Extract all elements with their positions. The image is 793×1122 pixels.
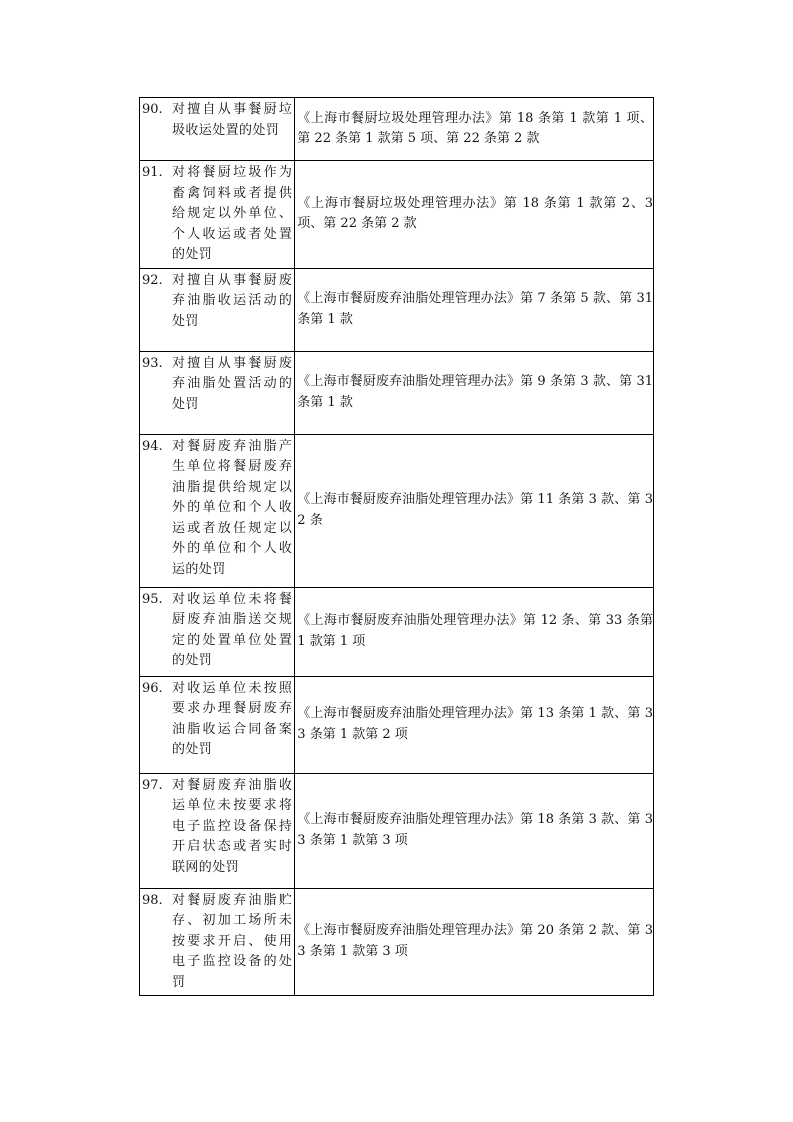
item-cell [140, 888, 295, 996]
table-row [140, 98, 654, 161]
table-row [140, 676, 654, 773]
item-number: 97. [142, 777, 163, 793]
basis-cell [295, 773, 654, 888]
legal-basis: 《上海市餐厨废弃油脂处理管理办法》第 9 条第 3 款、第 31 条第 1 款 [297, 374, 653, 410]
legal-basis: 《上海市餐厨垃圾处理管理办法》第 18 条第 1 款第 1 项、第 22 条第 1 款第 5 项、第 22 条第 2 款 [297, 110, 653, 146]
item-number: 90. [142, 102, 163, 117]
item-cell [140, 587, 295, 676]
table-row [140, 587, 654, 676]
item-number: 92. [142, 272, 163, 288]
legal-basis: 《上海市餐厨废弃油脂处理管理办法》第 20 条第 2 款、第 33 条第 1 款第 3 项 [297, 923, 653, 959]
basis-cell [295, 351, 654, 434]
legal-basis: 《上海市餐厨废弃油脂处理管理办法》第 13 条第 1 款、第 33 条第 1 款第 2 项 [297, 706, 653, 742]
basis-cell [295, 268, 654, 351]
basis-cell [295, 434, 654, 587]
legal-basis: 《上海市餐厨垃圾处理管理办法》第 18 条第 1 款第 2、3 项、第 22 条第 2 款 [297, 195, 653, 232]
item-cell [140, 268, 295, 351]
basis-cell [295, 161, 654, 269]
item-description: 对餐厨废弃油脂产生单位将餐厨废弃油脂提供给规定以外的单位和个人收运或者放任规定以外的单位和个人收运的处罚 [172, 438, 293, 577]
item-cell [140, 434, 295, 587]
item-cell [140, 773, 295, 888]
item-number: 94. [142, 438, 163, 454]
item-number: 95. [142, 591, 163, 607]
table-row [140, 434, 654, 587]
item-cell [140, 351, 295, 434]
table-row [140, 268, 654, 351]
item-number: 91. [142, 165, 163, 180]
basis-cell [295, 676, 654, 773]
item-description: 对擅自从事餐厨垃圾收运处置的处罚 [172, 102, 293, 138]
basis-cell [295, 98, 654, 161]
table-row [140, 161, 654, 269]
item-number: 96. [142, 680, 163, 696]
table-row [140, 888, 654, 996]
penalty-table [139, 97, 654, 996]
item-description: 对收运单位未将餐厨废弃油脂送交规定的处置单位处置的处罚 [172, 591, 293, 668]
item-cell [140, 98, 295, 161]
item-description: 对餐厨废弃油脂贮存、初加工场所未按要求开启、使用电子监控设备的处罚 [172, 892, 293, 990]
item-number: 93. [142, 355, 163, 371]
item-description: 对将餐厨垃圾作为畜禽饲料或者提供给规定以外单位、个人收运或者处置的处罚 [172, 165, 293, 262]
item-description: 对擅自从事餐厨废弃油脂收运活动的处罚 [172, 272, 293, 329]
legal-basis: 《上海市餐厨废弃油脂处理管理办法》第 18 条第 3 款、第 33 条第 1 款第 3 项 [297, 812, 653, 848]
legal-basis: 《上海市餐厨废弃油脂处理管理办法》第 12 条、第 33 条第 1 款第 1 项 [297, 613, 653, 649]
item-description: 对擅自从事餐厨废弃油脂处置活动的处罚 [172, 355, 293, 412]
item-cell [140, 676, 295, 773]
item-description: 对餐厨废弃油脂收运单位未按要求将电子监控设备保持开启状态或者实时联网的处罚 [172, 777, 293, 875]
item-description: 对收运单位未按照要求办理餐厨废弃油脂收运合同备案的处罚 [172, 680, 293, 757]
table-row [140, 351, 654, 434]
legal-basis: 《上海市餐厨废弃油脂处理管理办法》第 7 条第 5 款、第 31 条第 1 款 [297, 291, 653, 327]
basis-cell [295, 587, 654, 676]
legal-basis: 《上海市餐厨废弃油脂处理管理办法》第 11 条第 3 款、第 32 条 [297, 492, 653, 528]
table-row [140, 773, 654, 888]
item-number: 98. [142, 892, 163, 908]
basis-cell [295, 888, 654, 996]
item-cell [140, 161, 295, 269]
